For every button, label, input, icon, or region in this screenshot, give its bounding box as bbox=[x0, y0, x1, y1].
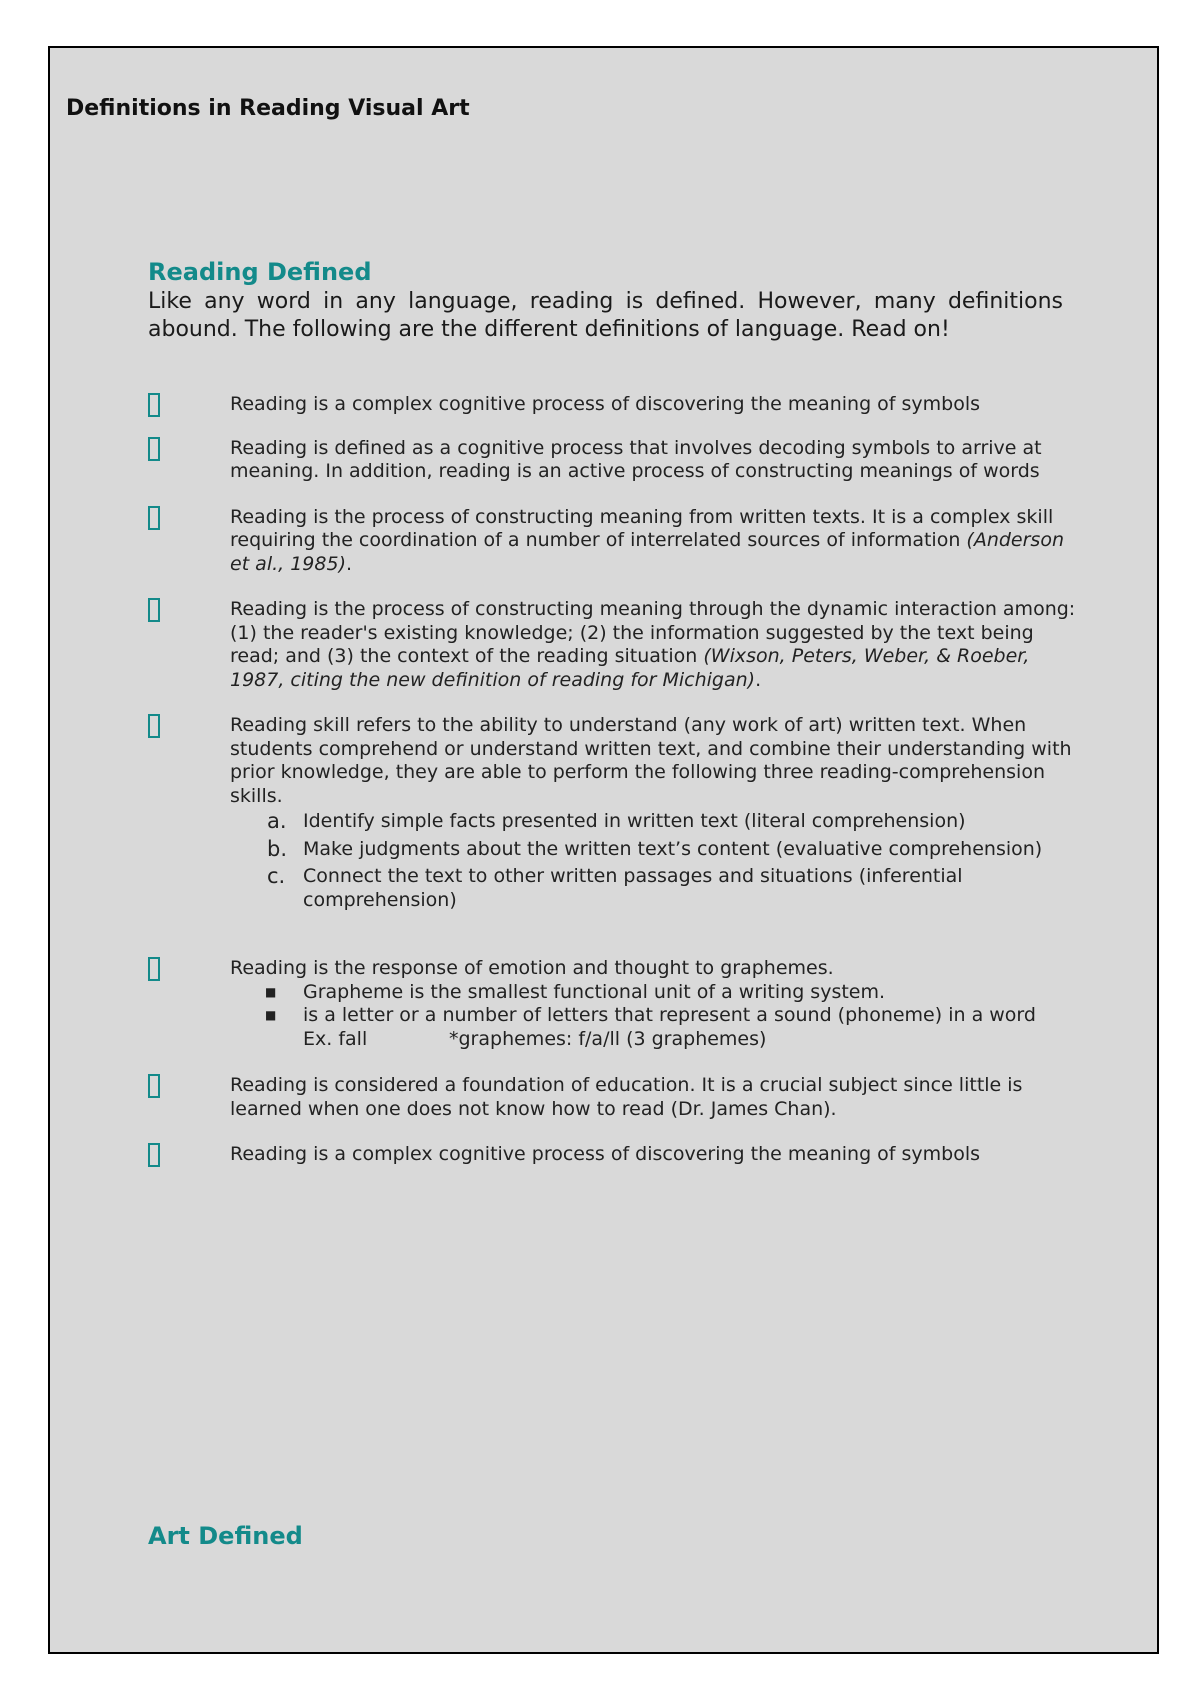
skill-marker: a. bbox=[267, 809, 287, 833]
grapheme-point bbox=[265, 980, 1078, 1005]
definition-item bbox=[148, 437, 1078, 484]
skill-item bbox=[267, 836, 1078, 862]
skill-item bbox=[267, 864, 1078, 912]
bullet-box-icon bbox=[148, 957, 160, 981]
definition-text bbox=[230, 506, 1078, 577]
skill-text: Identify simple facts presented in written text (literal comprehension) bbox=[303, 810, 966, 832]
definition-text: Reading is defined as a cognitive process that involves decoding symbols to arrive at meaning. In addition, reading is an active process of constructing meanings of words bbox=[230, 436, 1042, 482]
bullet-box-icon bbox=[148, 393, 160, 417]
reading-intro-paragraph: Like any word in any language, reading is defined. However, many definitions abound. The following are the different definitions of language. Read on! bbox=[148, 289, 1063, 342]
bullet-box-icon bbox=[148, 714, 160, 738]
bullet-box-icon bbox=[148, 506, 160, 530]
definition-text: Reading is the response of emotion and thought to graphemes. bbox=[230, 957, 834, 979]
document-title: Definitions in Reading Visual Art bbox=[66, 96, 470, 121]
example-value: *graphemes: f/a/ll (3 graphemes) bbox=[449, 1027, 767, 1050]
bullet-box-icon bbox=[148, 1143, 160, 1167]
definition-item bbox=[148, 506, 1078, 577]
definition-item bbox=[148, 957, 1078, 981]
skill-item bbox=[267, 809, 1078, 834]
definition-item bbox=[148, 714, 1078, 808]
definition-end: . bbox=[755, 668, 762, 691]
art-defined-heading: Art Defined bbox=[148, 1522, 303, 1550]
square-bullet-icon: ■ bbox=[265, 984, 277, 999]
citation: (Anderson et al., 1985) bbox=[230, 529, 1064, 575]
definitions-list bbox=[148, 393, 1078, 1167]
definition-text: Reading is considered a foundation of education. It is a crucial subject since little is learned when one does not know how to read (Dr. James Chan). bbox=[230, 1074, 1023, 1120]
bullet-box-icon bbox=[148, 598, 160, 622]
skill-text: Connect the text to other written passages and situations (inferential comprehension) bbox=[303, 865, 963, 911]
definition-body: Reading is the process of constructing meaning from written texts. It is a complex skill requiring the coordination of a number of interrelated sources of information bbox=[230, 505, 1054, 551]
grapheme-point-text: is a letter or a number of letters that represent a sound (phoneme) in a word bbox=[303, 1004, 1036, 1026]
square-bullet-icon: ■ bbox=[265, 1008, 277, 1022]
grapheme-point-text: Grapheme is the smallest functional unit of a writing system. bbox=[303, 980, 886, 1003]
definition-item bbox=[148, 393, 1078, 417]
definition-text: Reading is a complex cognitive process of discovering the meaning of symbols bbox=[230, 393, 981, 415]
definition-text bbox=[230, 598, 1078, 692]
citation: (Wixson, Peters, Weber, & Roeber, 1987, citing the new definition of reading for Michigan) bbox=[230, 645, 1030, 691]
definition-text: Reading is a complex cognitive process of discovering the meaning of symbols bbox=[230, 1143, 981, 1165]
skill-marker: c. bbox=[267, 864, 286, 888]
definition-item bbox=[148, 1074, 1078, 1121]
document-page bbox=[48, 46, 1159, 1654]
definition-item bbox=[148, 598, 1078, 692]
grapheme-point bbox=[265, 1004, 1078, 1028]
example-label: Ex. fall bbox=[303, 1027, 368, 1050]
skill-text: Make judgments about the written text’s content (evaluative comprehension) bbox=[303, 837, 1043, 860]
definition-item bbox=[148, 1143, 1078, 1167]
bullet-box-icon bbox=[148, 1074, 160, 1098]
reading-defined-heading: Reading Defined bbox=[148, 258, 372, 286]
definition-end: . bbox=[346, 552, 353, 575]
bullet-box-icon bbox=[148, 437, 160, 461]
definition-body: Reading is the process of constructing meaning through the dynamic interaction among: (1) the reader's existing knowledge; (2) the information suggested by the text being read; and (3) the context of the reading situation bbox=[230, 598, 1076, 667]
definition-text: Reading skill refers to the ability to understand (any work of art) written text. When students comprehend or understand written text, and combine their understanding with prior knowledge, they are able to perform the following three reading-comprehension skills. bbox=[230, 714, 1072, 807]
skill-marker: b. bbox=[267, 836, 288, 861]
grapheme-example bbox=[303, 1028, 1078, 1052]
